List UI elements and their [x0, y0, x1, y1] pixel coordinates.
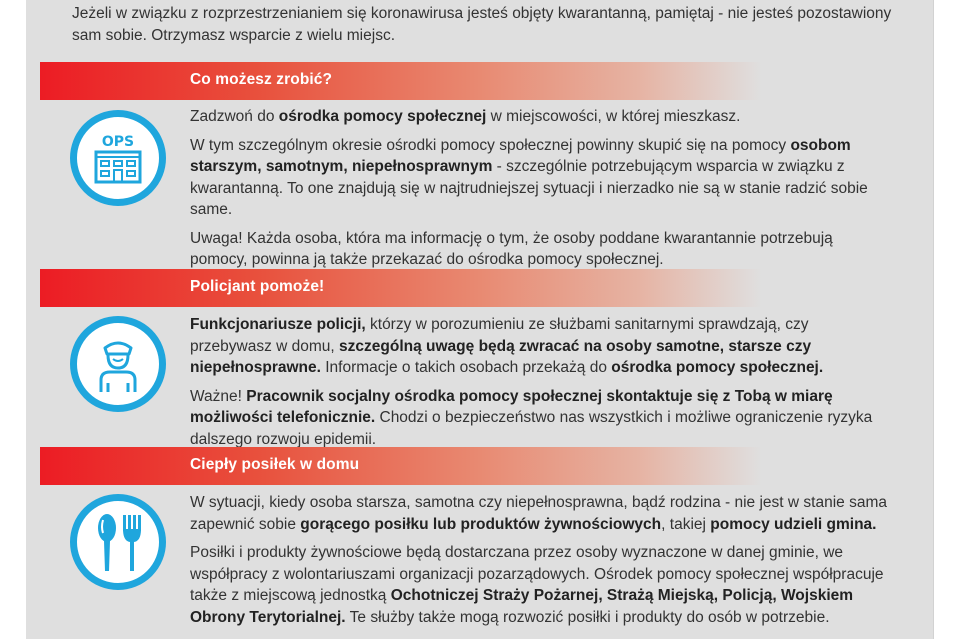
text-run: Ważne! — [190, 387, 247, 405]
text-run: Posiłki i produkty żywnościowe będą dostarczana przez osoby wyznaczone w danej gminie, we współpracy z wolontariuszami organizacji pozarządowych. Ośrodek pomocy społecznej współpracuje także z miejscową jednostką — [190, 544, 884, 604]
bold-text: osobom starszym, samotnym, niepełnosprawnym — [190, 136, 851, 175]
text-run: W tym szczególnym okresie ośrodki pomocy społecznej powinny skupić się na pomocy — [190, 136, 791, 154]
section-paragraph — [190, 106, 890, 128]
text-run: W sytuacji, kiedy osoba starsza, samotna czy niepełnosprawna, bądź rodzina - nie jest w stanie sama zapewnić sobie — [190, 494, 887, 533]
ops-label: OPS — [101, 134, 135, 150]
text-run: Informacje o takich osobach przekażą do — [320, 359, 612, 376]
bold-text: pomocy udzieli gmina. — [710, 515, 877, 533]
section-paragraph — [190, 228, 890, 271]
bold-text: ośrodka pomocy społecznej. — [611, 359, 824, 376]
section-header-policjant-pomoze — [40, 269, 920, 307]
section-paragraph — [190, 314, 890, 379]
bold-text: Ochotniczej Straży Pożarnej, Strażą Miejską, Policją, Wojskiem Obrony Terytorialnej. — [190, 587, 854, 626]
text-run: Chodzi o bezpieczeństwo nas wszystkich i możliwe ograniczenie ryzyka dalszego rozwoju epidemii. — [190, 409, 873, 448]
text-run: Zadzwoń do — [190, 108, 279, 125]
ops-building-icon — [70, 110, 166, 206]
bold-text: szczególną uwagę będą zwracać na osoby samotne, starsze czy niepełnosprawne. — [190, 337, 812, 376]
spoon-fork-icon — [70, 494, 166, 590]
intro-text: Jeżeli w związku z rozprzestrzenianiem się koronawirusa jesteś objęty kwarantanną, pamiętaj - nie jesteś pozostawiony sam sobie. Otrzymasz wsparcie z wielu miejsc. — [72, 5, 892, 44]
section-body — [190, 492, 890, 635]
text-run: , takiej — [661, 515, 711, 533]
section-header-cieply-posilek — [40, 447, 920, 485]
bold-text: gorącego posiłku lub produktów żywnościowych — [300, 515, 662, 533]
text-run: którzy w porozumieniu ze służbami sanitarnymi sprawdzają, czy przebywasz w domu, — [190, 316, 809, 355]
section-paragraph — [190, 135, 890, 221]
text-run: w miejscowości, w której mieszkasz. — [486, 108, 741, 125]
section-paragraph — [190, 386, 890, 451]
police-officer-icon — [70, 316, 166, 412]
section-body — [190, 106, 890, 278]
text-run: Uwaga! Każda osoba, która ma informację o tym, że osoby poddane kwarantannie potrzebują pomocy, powinna ją także przekazać do ośrodka pomocy społecznej. — [190, 229, 833, 268]
bold-text: Pracownik socjalny ośrodka pomocy społecznej skontaktuje się z Tobą w miarę możliwości telefonicznie. — [190, 387, 833, 426]
section-title: Ciepły posiłek w domu — [190, 456, 360, 473]
text-run: Te służby także mogą rozwozić posiłki i produkty do osób w potrzebie. — [345, 608, 830, 626]
bold-text: ośrodka pomocy społecznej — [278, 108, 487, 125]
section-body — [190, 314, 890, 457]
section-paragraph — [190, 492, 890, 535]
text-run: - szczególnie potrzebującym wsparcia w związku z kwarantanną. To one znajdują się w najtrudniejszej sytuacji i nierzadko nie są w stanie radzić sobie same. — [190, 158, 868, 218]
section-title: Policjant pomoże! — [190, 278, 325, 295]
section-title: Co możesz zrobić? — [190, 71, 333, 88]
section-paragraph — [190, 542, 890, 628]
bold-text: Funkcjonariusze policji, — [190, 316, 366, 333]
section-header-co-mozesz-zrobic — [40, 62, 920, 100]
